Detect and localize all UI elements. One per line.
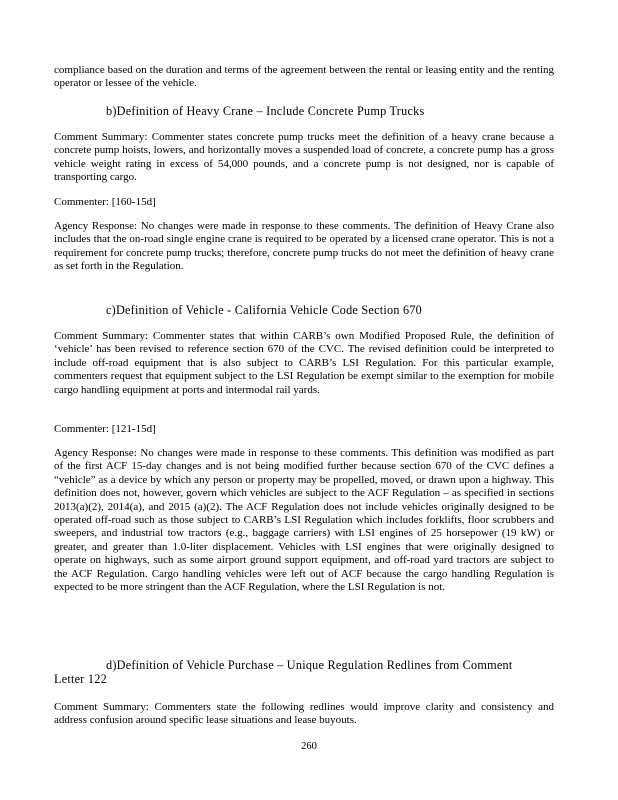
heading-vehicle-cvc-670: c)Definition of Vehicle - California Vehicle Code Section 670	[106, 303, 423, 317]
vehicle-purchase-comment-summary: Comment Summary: Commenters state the following redlines would improve clarity and consistency and address confusion around specific lease situations and lease buyouts.	[54, 701, 554, 727]
heading-heavy-crane: b)Definition of Heavy Crane – Include Concrete Pump Trucks	[106, 104, 425, 118]
heavy-crane-agency-response: Agency Response: No changes were made in response to these comments. The definition of Heavy Crane also includes that the on-road single engine crane is required to be operated by a licensed crane operator. This is not a requirement for concrete pump trucks; therefore, concrete pump trucks do not meet the definition of heavy crane as set forth in the Regulation.	[54, 220, 554, 273]
vehicle-cvc-commenter: Commenter: [121-15d]	[54, 423, 156, 435]
page-number: 260	[301, 741, 317, 752]
vehicle-cvc-comment-summary: Comment Summary: Commenter states that within CARB’s own Modified Proposed Rule, the definition of ‘vehicle’ has been revised to reference section 670 of the CVC. The revised definition could be interpreted to include off-road equipment that is also subject to CARB’s LSI Regulation. For this particular example, commenters request that equipment subject to the LSI Regulation be exempt similar to the exemption for mobile cargo handling equipment at ports and intermodal rail yards.	[54, 330, 554, 396]
vehicle-cvc-agency-response: Agency Response: No changes were made in response to these comments. This definition was modified as part of the first ACF 15-day changes and is not being modified further because section 670 of the CVC defines a “vehicle” as a device by which any person or property may be propelled, moved, or drawn upon a highway. This definition does not, however, govern which vehicles are subject to the ACF Regulation – as specified in sections 2013(a)(2), 2014(a), and 2015 (a)(2). The ACF Regulation does not include vehicles originally designed to be operated off-road such as those subject to CARB’s LSI Regulation which includes forklifts, floor scrubbers and sweepers, and industrial tow tractors (e.g., baggage carriers) with LSI engines of 25 horsepower (19 kW) or greater, and greater than 1.0-liter displacement. Vehicles with LSI engines that were originally designed to operate on highways, such as some airport ground support equipment, and off-road yard tractors are subject to the ACF Regulation. Cargo handling vehicles were left out of ACF because the cargo handling Regulation is expected to be more stringent than the ACF Regulation, where the LSI Regulation is not.	[54, 447, 554, 594]
heavy-crane-comment-summary: Comment Summary: Commenter states concrete pump trucks meet the definition of a heavy crane because a concrete pump hoists, lowers, and horizontally moves a suspended load of concrete, a concrete pump has a gross vehicle weight rating in excess of 54,000 pounds, and a concrete pump is not designed, nor is capable of transporting cargo.	[54, 131, 554, 184]
heavy-crane-commenter: Commenter: [160-15d]	[54, 196, 156, 208]
intro-paragraph: compliance based on the duration and terms of the agreement between the rental or leasing entity and the renting operator or lessee of the vehicle.	[54, 64, 554, 90]
heading-vehicle-purchase: d)Definition of Vehicle Purchase – Unique Regulation Redlines from Comment Letter 122	[54, 658, 513, 686]
